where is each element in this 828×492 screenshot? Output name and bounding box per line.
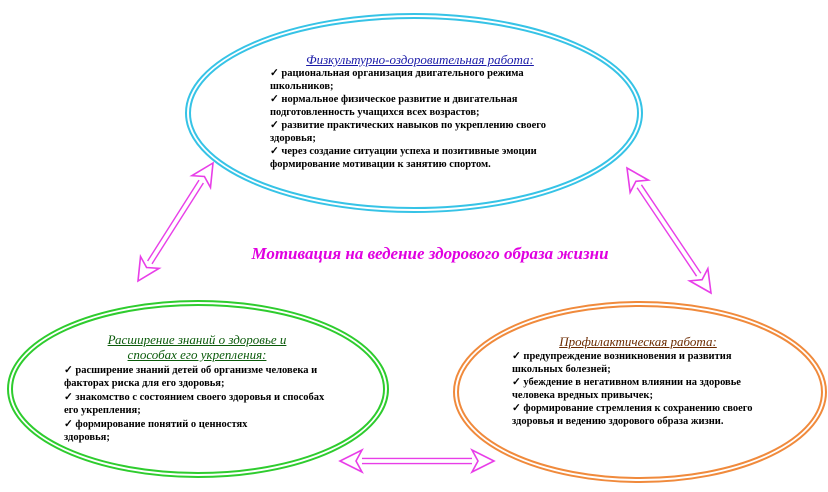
- arrow-head: [340, 450, 362, 472]
- arrow-right-diagonal: [627, 168, 711, 293]
- left-item-3: ✓ формирование понятий о ценностях здоровья;: [64, 419, 248, 443]
- right-item-1: ✓ предупреждение возникновения и развития школьных болезней;: [512, 351, 732, 375]
- left-block-title-line2: способах его укрепления:: [127, 347, 267, 362]
- center-caption: Мотивация на ведение здорового образа жизни: [251, 244, 609, 263]
- left-block: [64, 332, 330, 444]
- top-item-4: ✓ через создание ситуации успеха и позитивные эмоции формирование мотивации к занятию спортом.: [270, 146, 537, 170]
- left-block-title-line1: Расширение знаний о здоровье и: [107, 332, 287, 347]
- top-block-title: Физкультурно-оздоровительная работа:: [306, 52, 534, 67]
- left-block-items: [64, 364, 330, 444]
- top-item-2: ✓ нормальное физическое развитие и двигательная подготовленность учащихся всех возрастов;: [270, 94, 518, 118]
- right-item-3: ✓ формирование стремления к сохранению своего здоровья и ведению здорового образа жизни.: [512, 403, 753, 427]
- top-block-items: [270, 67, 570, 171]
- top-block: [270, 52, 570, 171]
- left-item-2: ✓ знакомство с состоянием своего здоровья и способах его укрепления;: [64, 392, 325, 416]
- left-item-1: ✓ расширение знаний детей об организме человека и факторах риска для его здоровья;: [64, 365, 318, 389]
- arrow-bottom-horizontal: [340, 450, 494, 472]
- top-item-3: ✓ развитие практических навыков по укреплению своего здоровья;: [270, 120, 547, 144]
- right-block-title: Профилактическая работа:: [559, 334, 717, 349]
- arrow-head: [472, 450, 494, 472]
- top-item-1: ✓ рациональная организация двигательного режима школьников;: [270, 68, 524, 92]
- right-block: [512, 334, 764, 428]
- right-item-2: ✓ убеждение в негативном влиянии на здоровье человека вредных привычек;: [512, 377, 741, 401]
- left-block-title: [64, 332, 330, 362]
- right-block-items: [512, 350, 764, 428]
